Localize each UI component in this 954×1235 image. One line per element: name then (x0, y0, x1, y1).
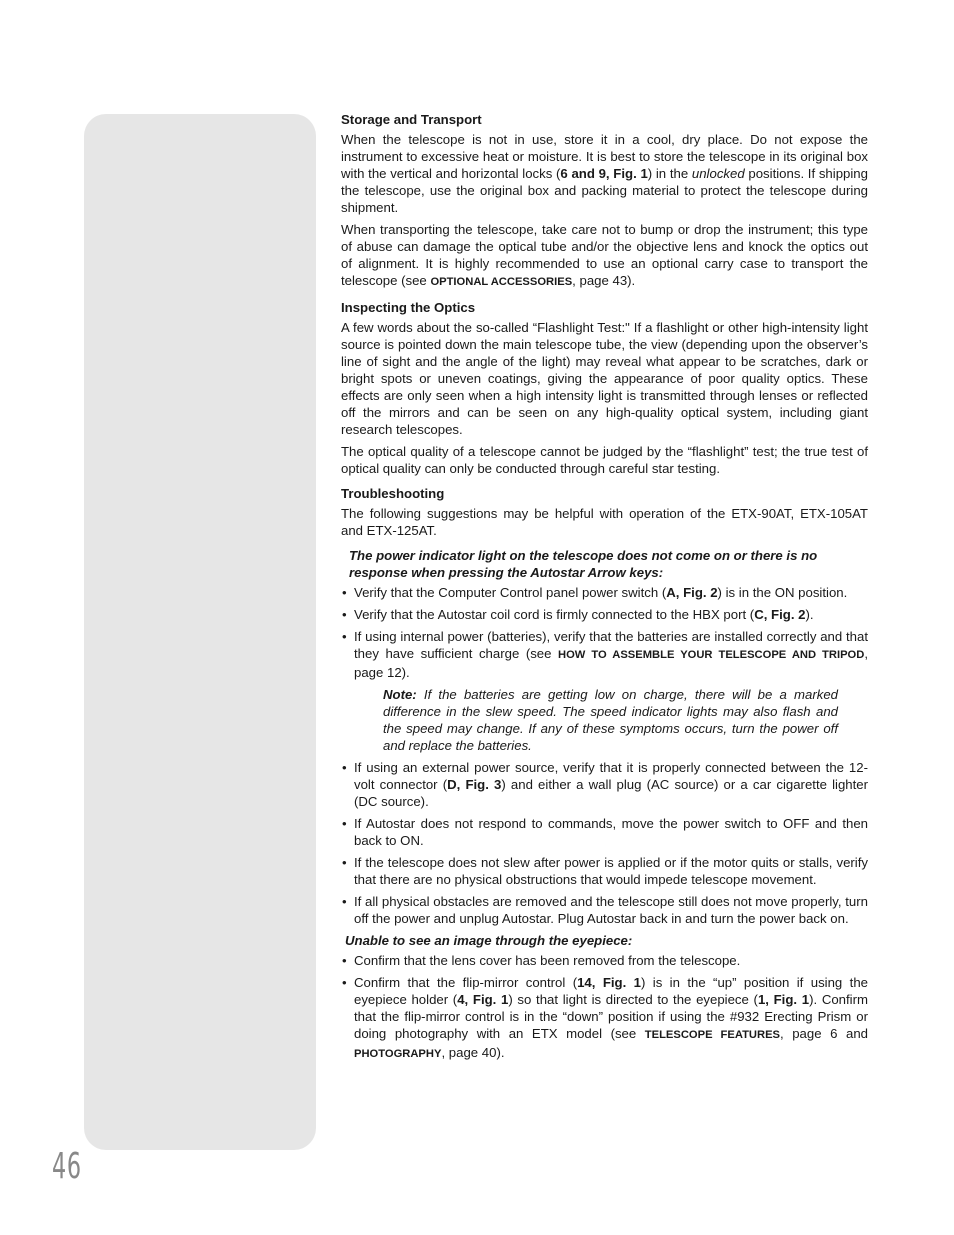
battery-note: Note: If the batteries are getting low on charge, there will be a marked difference in the slew speed. The speed indicator lights may also flash and the speed may change. If any of these symptoms occurs, turn the power off and replace the batteries. (383, 687, 838, 753)
troubleshooting-intro: The following suggestions may be helpful with operation of the ETX-90AT, ETX-105AT and ETX-125AT. (341, 506, 868, 538)
list-item: • If using an external power source, verify that it is properly connected between the 12-volt connector (D, Fig. 3) and either a wall plug (AC source) or a car cigarette lighter (DC source). (341, 759, 868, 810)
power-problem-subheading: The power indicator light on the telescope does not come on or there is no response when pressing the Autostar Arrow keys: (349, 548, 818, 580)
list-item: • Verify that the Computer Control panel power switch (A, Fig. 2) is in the ON position. (341, 584, 868, 601)
troubleshooting-heading: Troubleshooting (341, 486, 445, 501)
storage-section (341, 111, 868, 291)
storage-heading: Storage and Transport (341, 112, 482, 127)
list-item: • Verify that the Autostar coil cord is firmly connected to the HBX port (C, Fig. 2). (341, 606, 868, 623)
main-content (341, 111, 868, 1068)
list-item: • Confirm that the lens cover has been removed from the telescope. (341, 952, 868, 969)
troubleshooting-section (341, 485, 868, 1063)
list-item: • If the telescope does not slew after power is applied or if the motor quits or stalls, verify that there are no physical obstructions that would impede telescope movement. (341, 854, 868, 888)
page-number: 46 (52, 1146, 82, 1187)
optics-paragraph-1: A few words about the so-called “Flashlight Test:" If a flashlight or other high-intensity light source is pointed down the main telescope tube, the view (depending upon the observer’s line of sight and the angle of the light) may reveal what appear to be scratches, dark or bright spots or uneven coatings, giving the appearance of poor quality optics. These effects are only seen when a high intensity light is transmitted through lenses or reflected off the mirrors and can be seen on any high-quality optical system, including giant research telescopes. (341, 320, 868, 437)
storage-paragraph-2: When transporting the telescope, take care not to bump or drop the instrument; this type of abuse can damage the optical tube and/or the objective lens and knock the optics out of alignment. It is highly recommended to use an optional carry case to transport the telescope (see OPTIONAL ACCESSORIES, page 43). (341, 222, 868, 288)
sidebar-panel (84, 114, 316, 1150)
eyepiece-checklist (341, 952, 868, 1063)
list-item: • If using internal power (batteries), verify that the batteries are installed correctly and that they have sufficient charge (see HOW TO ASSEMBLE YOUR TELESCOPE AND TRIPOD, page 12). Note: If the batteries are getting low on charge, there will be a marked difference in the slew speed. The speed indicator lights may also flash and the speed may change. If any of these symptoms occurs, turn the power off and replace the batteries. (341, 628, 868, 754)
optics-heading: Inspecting the Optics (341, 300, 476, 315)
storage-paragraph-1: When the telescope is not in use, store it in a cool, dry place. Do not expose the instrument to excessive heat or moisture. It is best to store the telescope in its original box with the vertical and horizontal locks (6 and 9, Fig. 1) in the unlocked positions. If shipping the telescope, use the original box and packing material to protect the telescope during shipment. (341, 132, 868, 215)
list-item: • If Autostar does not respond to commands, move the power switch to OFF and then back to ON. (341, 815, 868, 849)
optics-section (341, 299, 868, 477)
list-item: • Confirm that the flip-mirror control (14, Fig. 1) is in the “up” position if using the eyepiece holder (4, Fig. 1) so that light is directed to the eyepiece (1, Fig. 1). Confirm that the flip-mirror control is in the “down” position if using the #932 Erecting Prism or doing photography with an ETX model (see TELESCOPE FEATURES, page 6 and PHOTOGRAPHY, page 40). (341, 974, 868, 1063)
optics-paragraph-2: The optical quality of a telescope cannot be judged by the “flashlight” test; the true test of optical quality can only be conducted through careful star testing. (341, 444, 868, 476)
eyepiece-problem-subheading: Unable to see an image through the eyepiece: (345, 933, 633, 948)
list-item: • If all physical obstacles are removed and the telescope still does not move properly, turn off the power and unplug Autostar. Plug Autostar back in and turn the power back on. (341, 893, 868, 927)
power-checklist (341, 584, 868, 927)
